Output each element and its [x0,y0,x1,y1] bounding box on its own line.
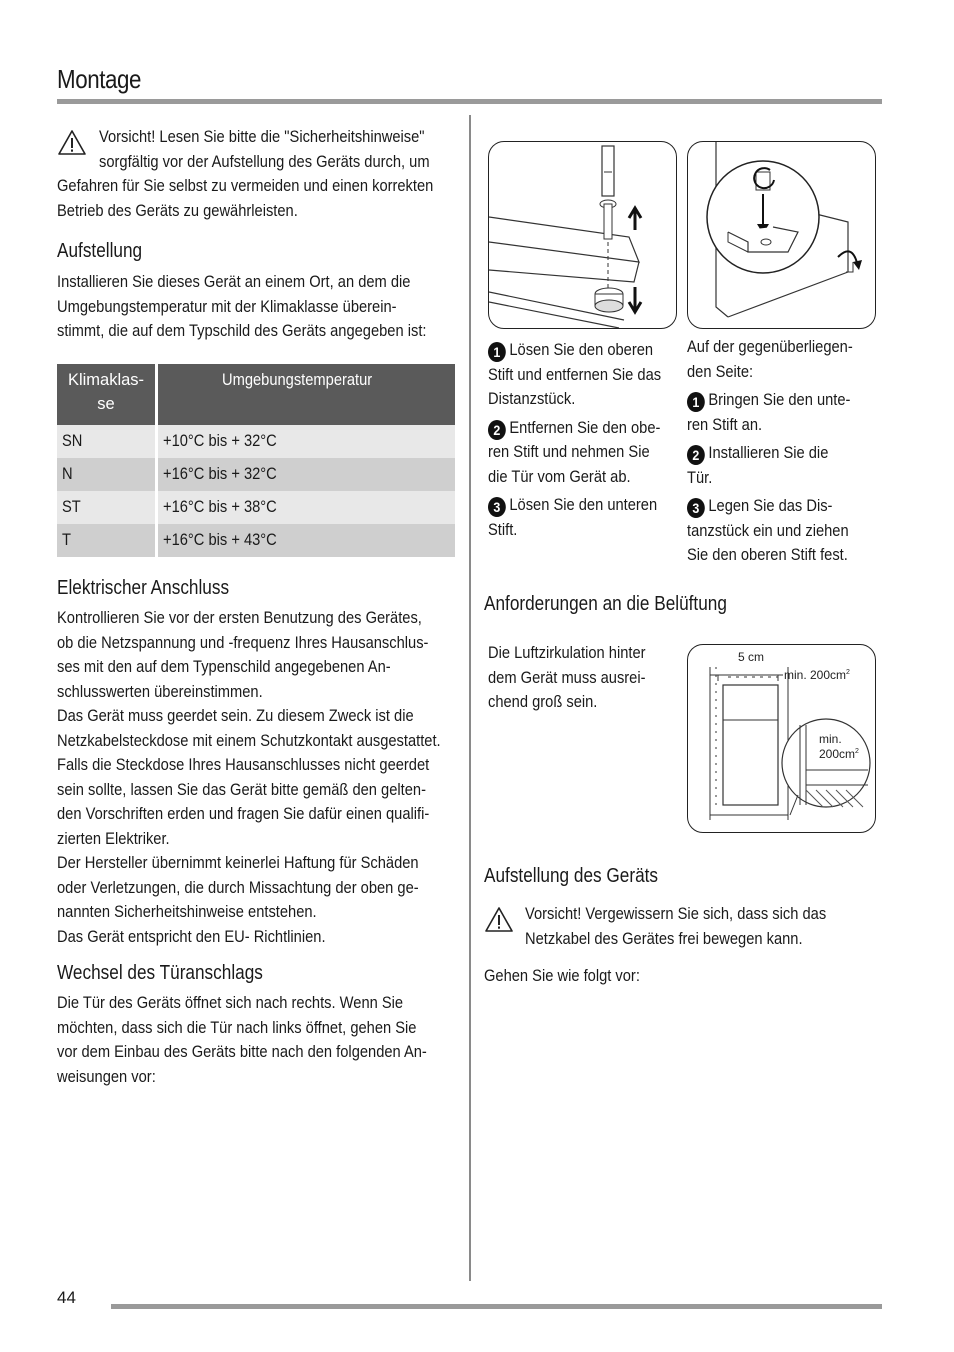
table-header-temperature: Umgebungstemperatur [158,364,455,425]
left-column [57,125,454,1086]
warning-label: Vorsicht! [525,905,582,923]
step-number-3-icon: 3 [687,498,705,518]
table-row: T +16°C bis + 43°C [57,524,455,557]
table-row: N +16°C bis + 32°C [57,458,455,491]
steps-left: 1 Lösen Sie den oberen Stift und entfernen Sie das Distanzstück. 2 Entfernen Sie den obe- ren Stift und nehmen Sie die Tür vom Gerät ab. 3 Lösen Sie den unteren Stift. [488,341,662,539]
elektrischer-anschluss-text: Kontrollieren Sie vor der ersten Benutzung des Gerätes, ob die Netzspannung und -frequenz Ihres Hausanschlus- ses mit den auf dem Typenschild angegebenen An- schlusswerten übereinstimmen. Das Gerät muss geerdet sein. Zu diesem Zweck ist die Netzkabelsteckdose mit einem Schutzkontakt ausgestattet. Falls die Steckdose Ihres Hausanschlusses nicht geerdet sein sollte, lassen Sie das Gerät bitte gemäß den gelten- den Vorschriften erden und fragen Sie dafür einen qualifi- zierten Elektriker. Der Hersteller übernimmt keinerlei Haftung für Schäden oder Verletzungen, die durch Missachtung der oben ge- nannten Sicherheitshinweise entstehen. Das Gerät entspricht den EU- Richtlinien. [57,609,441,946]
belueftung-text: Die Luftzirkulation hinter dem Gerät muss ausrei- chend groß sein. [488,644,646,711]
door-hinge-removal-illustration [489,142,676,328]
steps-right: Auf der gegenüberliegen- den Seite: 1 Bringen Sie den unte- ren Stift an. 2 Installieren Sie die Tür. 3 Legen Sie das Dis- tanzstück ein und ziehen Sie den oberen Stift fest. [687,338,853,564]
step-number-3-icon: 3 [488,497,506,517]
section-heading-aufstellung: Aufstellung [57,240,143,262]
table-row: SN +10°C bis + 32°C [57,425,455,458]
step-number-1-icon: 1 [488,342,506,362]
warning-text: Gefahren für Sie selbst zu vermeiden und einen korrekten [57,177,434,195]
warning-icon [57,129,87,156]
table-header-class: Klimaklas- se [57,364,158,425]
page-title: Montage [57,64,142,94]
section-heading-elektrischer-anschluss: Elektrischer Anschluss [57,577,230,599]
figure-remove-upper-pin [488,141,677,329]
warning-text: sorgfältig vor der Aufstellung des Geräts durch, um [99,152,430,171]
step-number-1-icon: 1 [687,392,705,412]
section-heading-belueftung: Anforderungen an die Belüftung [484,593,727,615]
page-number: 44 [57,1288,76,1307]
hinge-installation-illustration [688,142,875,328]
warning-text: Betrieb des Geräts zu gewährleisten. [57,201,298,220]
step-number-2-icon: 2 [687,445,705,465]
placement-warning: Vorsicht! Vergewissern Sie sich, dass sich das Netzkabel des Gerätes frei bewegen kann. [484,902,882,952]
title-rule [57,99,882,104]
ventilation-top-label: min. $200cm^2$ [784,668,850,682]
footer-rule [111,1304,882,1309]
section-heading-aufstellung-geraet: Aufstellung des Geräts [484,865,659,887]
intro-warning [57,125,454,225]
climate-class-table [57,364,455,557]
warning-text: Lesen Sie bitte die "Sicherheitshinweise" [155,128,425,146]
next-steps-text: Gehen Sie wie folgt vor: [484,967,640,985]
ventilation-bottom-label: min. [819,732,842,746]
table-row: ST +16°C bis + 38°C [57,491,455,524]
text-line: Installieren Sie dieses Gerät an einem Ort, an dem die [57,273,411,291]
step-number-2-icon: 2 [488,420,506,440]
figure-install-lower-pin [687,141,876,329]
text-line: Umgebungstemperatur mit der Klimaklasse überein- [57,297,397,316]
ventilation-bottom-label: $200cm^2$ [819,747,859,761]
ventilation-gap-label: 5 cm [738,650,765,664]
aufstellung-text [57,270,458,344]
warning-icon [484,906,514,933]
warning-label: Vorsicht! [99,128,156,146]
figure-ventilation [687,644,876,833]
section-heading-tueranschlag: Wechsel des Türanschlags [57,962,263,984]
column-divider [469,115,471,1281]
text-line: stimmt, die auf dem Typschild des Geräts angegeben ist: [57,322,427,340]
tueranschlag-text: Die Tür des Geräts öffnet sich nach rechts. Wenn Sie möchten, dass sich die Tür nach links öffnet, gehen Sie vor dem Einbau des Geräts bitte nach den folgenden An- weisungen vor: [57,994,427,1086]
ventilation-diagram [688,645,875,832]
